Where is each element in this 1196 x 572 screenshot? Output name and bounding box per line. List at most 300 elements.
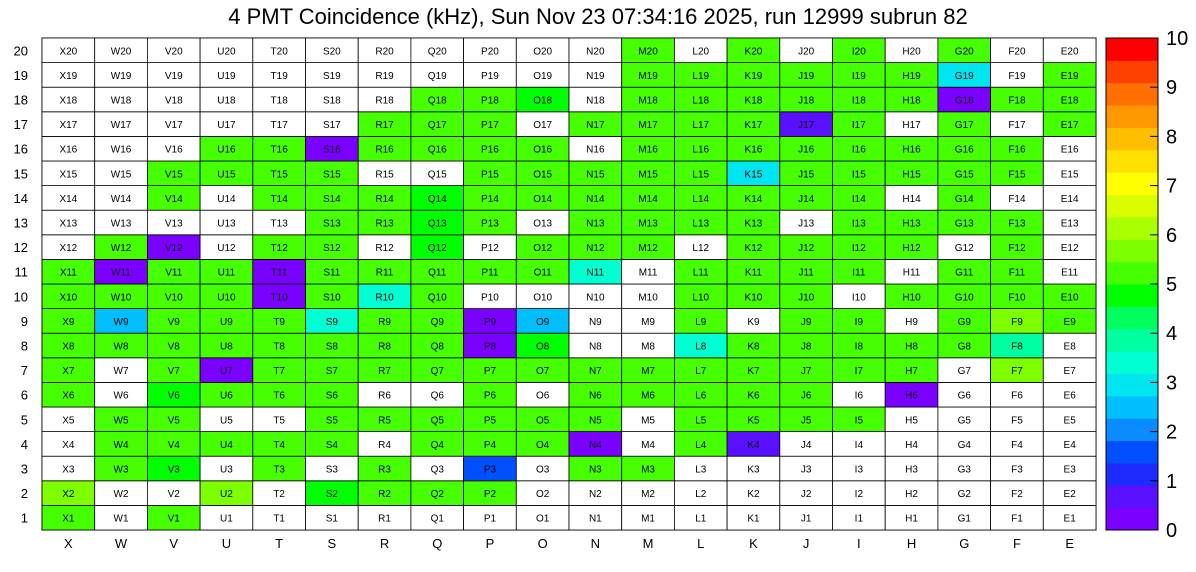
chart-title: 4 PMT Coincidence (kHz), Sun Nov 23 07:34:16 2025, run 12999 subrun 82 — [228, 4, 968, 29]
cell-label: M19 — [638, 70, 658, 82]
cell-label: G9 — [957, 316, 971, 328]
cell-label: T15 — [270, 169, 288, 181]
cell-label: V6 — [167, 390, 180, 402]
cell-label: P11 — [481, 267, 499, 279]
cell-label: J11 — [798, 267, 814, 279]
cell-label: J20 — [798, 46, 815, 58]
cell-label: V8 — [167, 341, 180, 353]
cell-label: K9 — [747, 316, 760, 328]
cell-label: F19 — [1008, 70, 1026, 82]
cell-label: I4 — [854, 439, 864, 451]
cell-label: W15 — [110, 169, 132, 181]
cell-label: K12 — [744, 243, 763, 255]
cell-label: H4 — [905, 439, 918, 451]
cell-label: U8 — [220, 341, 233, 353]
cell-label: U1 — [220, 513, 233, 525]
cell-label: X18 — [59, 95, 78, 107]
cell-label: U13 — [217, 218, 236, 230]
cell-label: S18 — [322, 95, 341, 107]
cell-label: G7 — [957, 366, 971, 378]
cell-label: R14 — [375, 193, 394, 205]
cell-label: V11 — [165, 267, 183, 279]
colorbar-tick-label: 6 — [1166, 224, 1178, 247]
cell-label: W19 — [110, 70, 132, 82]
colorbar-tick-label: 10 — [1166, 28, 1189, 50]
cell-label: E2 — [1063, 489, 1076, 501]
cell-label: F5 — [1011, 415, 1023, 427]
cell-label: R5 — [378, 415, 391, 427]
cell-label: W8 — [113, 341, 129, 353]
cell-label: P5 — [483, 415, 497, 427]
cell-label: H2 — [905, 489, 918, 501]
cell-label: E13 — [1060, 218, 1079, 230]
cell-label: K20 — [744, 46, 763, 58]
y-tick-label: 15 — [13, 166, 28, 182]
cell-label: O4 — [535, 439, 550, 451]
cell-label: R17 — [375, 120, 394, 132]
cell-label: N18 — [586, 95, 605, 107]
colorbar-swatch — [1106, 127, 1158, 150]
cell-label: N4 — [588, 439, 602, 451]
cell-label: X20 — [59, 46, 78, 58]
x-tick-label: J — [802, 536, 810, 551]
colorbar-swatch — [1106, 306, 1158, 329]
cell-label: F16 — [1008, 144, 1026, 156]
x-tick-label: T — [275, 536, 284, 551]
cell-label: M16 — [638, 144, 658, 156]
cell-label: H20 — [902, 46, 921, 58]
cell-label: S3 — [325, 464, 338, 476]
cell-label: I15 — [851, 169, 866, 181]
cell-label: P16 — [481, 144, 499, 156]
cell-label: S17 — [322, 120, 341, 132]
cell-label: W16 — [110, 144, 132, 156]
cell-label: E8 — [1063, 341, 1076, 353]
cell-label: S8 — [325, 341, 338, 353]
cell-label: U3 — [220, 464, 233, 476]
cell-label: X11 — [59, 267, 77, 279]
cell-label: R7 — [378, 366, 391, 378]
cell-label: I10 — [851, 292, 866, 304]
cell-label: R4 — [378, 439, 391, 451]
cell-label: R16 — [375, 144, 394, 156]
cell-label: P4 — [483, 439, 497, 451]
cell-label: G10 — [954, 292, 974, 304]
cell-label: X3 — [62, 464, 75, 476]
cell-label: M4 — [641, 439, 656, 451]
cell-label: K4 — [747, 439, 760, 451]
y-tick-label: 7 — [20, 363, 28, 379]
cell-label: O11 — [533, 267, 552, 279]
cell-label: H12 — [902, 243, 921, 255]
cell-label: X13 — [59, 218, 78, 230]
y-tick-label: 14 — [13, 190, 28, 206]
cell-label: M1 — [641, 513, 656, 525]
cell-label: W6 — [113, 390, 129, 402]
cell-label: T6 — [273, 390, 285, 402]
cell-label: W12 — [110, 243, 132, 255]
cell-label: G13 — [954, 218, 974, 230]
cell-label: W14 — [110, 193, 132, 205]
cell-label: K19 — [744, 70, 763, 82]
cell-label: O1 — [535, 513, 550, 525]
cell-label: N15 — [586, 169, 605, 181]
cell-label: N17 — [586, 120, 605, 132]
cell-label: H16 — [902, 144, 921, 156]
cell-label: G2 — [957, 489, 971, 501]
cell-label: E5 — [1063, 415, 1076, 427]
cell-label: V18 — [164, 95, 183, 107]
cell-label: P7 — [483, 366, 497, 378]
cell-label: H1 — [905, 513, 918, 525]
cell-label: J4 — [800, 439, 812, 451]
cell-label: L14 — [692, 193, 710, 205]
cell-label: O13 — [533, 218, 553, 230]
cell-label: P13 — [481, 218, 499, 230]
cell-label: L6 — [695, 390, 707, 402]
cell-label: I11 — [852, 267, 866, 279]
cell-label: V15 — [164, 169, 183, 181]
cell-label: V1 — [167, 513, 180, 525]
cell-label: V20 — [164, 46, 183, 58]
cell-label: W5 — [113, 415, 129, 427]
cell-label: P10 — [481, 292, 499, 304]
cell-label: X7 — [62, 366, 75, 378]
cell-label: I17 — [851, 120, 866, 132]
colorbar-tick-label: 5 — [1166, 274, 1178, 296]
cell-label: V17 — [164, 120, 183, 132]
cell-label: G12 — [954, 243, 974, 255]
y-tick-label: 16 — [13, 141, 28, 157]
cell-label: S14 — [322, 193, 341, 205]
cell-label: H8 — [905, 341, 918, 353]
cell-label: N11 — [586, 267, 605, 279]
cell-label: P1 — [483, 513, 497, 525]
cell-label: K15 — [744, 169, 763, 181]
cell-label: R8 — [378, 341, 391, 353]
x-tick-label: I — [857, 536, 861, 551]
cell-label: V2 — [167, 489, 180, 501]
cell-label: E11 — [1061, 267, 1079, 279]
cell-label: R9 — [378, 316, 391, 328]
cell-label: X1 — [62, 513, 75, 525]
x-tick-label: G — [959, 536, 970, 551]
cell-label: U20 — [217, 46, 236, 58]
x-tick-label: V — [169, 536, 179, 551]
cell-label: F11 — [1008, 267, 1026, 279]
cell-label: I7 — [854, 366, 864, 378]
cell-label: E14 — [1060, 193, 1079, 205]
cell-label: M6 — [641, 390, 656, 402]
cell-label: W7 — [113, 366, 129, 378]
cell-label: M17 — [638, 120, 658, 132]
cell-label: J14 — [798, 193, 815, 205]
colorbar-swatch — [1106, 373, 1158, 396]
cell-label: S19 — [322, 70, 341, 82]
x-tick-label: N — [590, 536, 601, 551]
cell-label: N13 — [586, 218, 605, 230]
cell-label: S4 — [325, 439, 338, 451]
y-tick-label: 18 — [13, 92, 28, 108]
cell-label: P6 — [483, 390, 497, 402]
cell-label: O18 — [533, 95, 553, 107]
cell-label: V3 — [167, 464, 180, 476]
cell-label: I14 — [851, 193, 866, 205]
cell-label: G6 — [957, 390, 971, 402]
cell-label: G11 — [955, 267, 974, 279]
cell-label: N14 — [586, 193, 605, 205]
cell-label: E12 — [1060, 243, 1079, 255]
cell-label: U2 — [220, 489, 233, 501]
cell-label: S13 — [322, 218, 341, 230]
cell-label: Q19 — [427, 70, 447, 82]
cell-label: M14 — [638, 193, 658, 205]
cell-label: H17 — [902, 120, 921, 132]
cell-label: I6 — [854, 390, 864, 402]
cell-label: J17 — [798, 120, 815, 132]
cell-label: H19 — [902, 70, 921, 82]
cell-label: F18 — [1008, 95, 1026, 107]
cell-label: V4 — [167, 439, 180, 451]
colorbar-tick-label: 7 — [1166, 175, 1178, 198]
cell-label: T10 — [270, 292, 288, 304]
colorbar-swatch — [1106, 284, 1158, 307]
cell-label: I20 — [851, 46, 866, 58]
cell-label: U18 — [217, 95, 236, 107]
cell-label: M10 — [638, 292, 658, 304]
cell-label: O14 — [533, 193, 553, 205]
cell-label: X12 — [59, 243, 78, 255]
cell-label: F15 — [1008, 169, 1026, 181]
cell-label: F14 — [1008, 193, 1026, 205]
cell-label: E16 — [1060, 144, 1079, 156]
cell-label: L7 — [695, 366, 707, 378]
cell-label: R13 — [375, 218, 394, 230]
cell-label: L10 — [692, 292, 710, 304]
x-tick-label: M — [642, 536, 654, 551]
cell-label: P14 — [481, 193, 499, 205]
cell-label: H18 — [902, 95, 921, 107]
cell-label: U15 — [217, 169, 236, 181]
colorbar-swatch — [1106, 172, 1158, 195]
x-tick-label: U — [221, 536, 232, 551]
cell-label: L11 — [692, 267, 709, 279]
cell-label: T19 — [270, 70, 288, 82]
colorbar-swatch — [1106, 60, 1158, 83]
cell-label: W11 — [111, 267, 131, 279]
cell-label: J13 — [798, 218, 815, 230]
cell-label: E18 — [1060, 95, 1079, 107]
cell-label: U4 — [220, 439, 233, 451]
x-tick-label: H — [906, 536, 917, 551]
cell-label: K3 — [747, 464, 760, 476]
colorbar-swatch — [1106, 83, 1158, 106]
cell-label: E10 — [1060, 292, 1079, 304]
colorbar-swatch — [1106, 463, 1158, 486]
cell-label: H10 — [902, 292, 921, 304]
cell-label: G18 — [954, 95, 974, 107]
cell-label: G5 — [957, 415, 971, 427]
cell-label: L12 — [692, 243, 710, 255]
cell-label: P2 — [483, 489, 497, 501]
cell-label: F4 — [1011, 439, 1023, 451]
cell-label: Q15 — [427, 169, 447, 181]
cell-label: W3 — [113, 464, 129, 476]
cell-label: O3 — [535, 464, 550, 476]
cell-label: M8 — [641, 341, 656, 353]
cell-label: R1 — [378, 513, 391, 525]
cell-label: T14 — [270, 193, 288, 205]
cell-label: J1 — [800, 513, 812, 525]
cell-label: T9 — [273, 316, 285, 328]
y-tick-label: 20 — [13, 43, 28, 59]
cell-label: M2 — [641, 489, 656, 501]
cell-label: Q10 — [427, 292, 447, 304]
cell-label: T3 — [273, 464, 285, 476]
cell-label: W1 — [113, 513, 129, 525]
cell-label: R15 — [375, 169, 394, 181]
cell-label: O9 — [535, 316, 550, 328]
y-tick-label: 13 — [13, 215, 28, 231]
cell-label: Q13 — [427, 218, 447, 230]
colorbar-tick-label: 3 — [1166, 372, 1178, 395]
cell-label: O6 — [535, 390, 550, 402]
cell-label: E15 — [1060, 169, 1079, 181]
cell-label: I12 — [851, 243, 866, 255]
cell-label: R12 — [375, 243, 394, 255]
cell-label: V13 — [164, 218, 183, 230]
cell-label: Q1 — [430, 513, 444, 525]
cell-label: K2 — [747, 489, 760, 501]
cell-label: F8 — [1011, 341, 1023, 353]
cell-label: P18 — [481, 95, 499, 107]
cell-label: P20 — [481, 46, 499, 58]
cell-label: K5 — [747, 415, 760, 427]
cell-label: Q7 — [430, 366, 444, 378]
cell-label: O7 — [535, 366, 550, 378]
cell-label: X5 — [62, 415, 75, 427]
cell-label: F6 — [1011, 390, 1023, 402]
cell-label: M13 — [638, 218, 658, 230]
cell-label: W9 — [113, 316, 129, 328]
cell-label: O5 — [535, 415, 550, 427]
cell-label: N20 — [586, 46, 605, 58]
cell-label: Q2 — [430, 489, 444, 501]
cell-label: J15 — [798, 169, 815, 181]
cell-label: I2 — [854, 489, 864, 501]
cell-label: G20 — [954, 46, 974, 58]
cell-label: U7 — [220, 366, 233, 378]
cell-label: L20 — [692, 46, 710, 58]
cell-label: N1 — [588, 513, 602, 525]
cell-label: G3 — [957, 464, 971, 476]
cell-label: U19 — [217, 70, 236, 82]
cell-label: U10 — [217, 292, 236, 304]
cell-label: K16 — [744, 144, 763, 156]
cell-label: O12 — [533, 243, 553, 255]
cell-label: U12 — [217, 243, 236, 255]
cell-label: F3 — [1011, 464, 1023, 476]
y-tick-label: 2 — [20, 486, 28, 502]
cell-label: S7 — [325, 366, 338, 378]
cell-label: S12 — [322, 243, 341, 255]
cell-label: P9 — [483, 316, 497, 328]
x-tick-label: R — [379, 536, 390, 551]
cell-label: W10 — [110, 292, 132, 304]
cell-label: H14 — [902, 193, 921, 205]
cell-label: R3 — [378, 464, 391, 476]
cell-label: W18 — [110, 95, 132, 107]
cell-label: K10 — [744, 292, 763, 304]
cell-label: U17 — [217, 120, 236, 132]
cell-label: S20 — [322, 46, 341, 58]
cell-label: M7 — [641, 366, 656, 378]
cell-label: R6 — [378, 390, 391, 402]
cell-label: Q5 — [430, 415, 444, 427]
colorbar-swatch — [1106, 217, 1158, 240]
cell-label: X14 — [59, 193, 78, 205]
cell-label: S1 — [325, 513, 338, 525]
cell-label: J16 — [798, 144, 815, 156]
colorbar-tick-label: 8 — [1166, 126, 1178, 149]
cell-label: J10 — [798, 292, 815, 304]
cell-label: V19 — [164, 70, 183, 82]
cell-label: J12 — [798, 243, 815, 255]
cell-label: V9 — [167, 316, 180, 328]
x-tick-label: X — [64, 536, 73, 551]
cell-label: L8 — [695, 341, 707, 353]
cell-label: T1 — [273, 513, 285, 525]
cell-label: T4 — [273, 439, 285, 451]
cell-label: X6 — [62, 390, 75, 402]
cell-label: N7 — [588, 366, 602, 378]
cell-label: U11 — [217, 267, 236, 279]
cell-label: T17 — [270, 120, 288, 132]
cell-label: P15 — [481, 169, 499, 181]
cell-label: K13 — [744, 218, 763, 230]
cell-label: R11 — [375, 267, 394, 279]
x-tick-label: K — [749, 536, 758, 551]
cell-label: T20 — [270, 46, 288, 58]
cell-label: N19 — [586, 70, 605, 82]
cell-label: Q14 — [427, 193, 447, 205]
cell-label: N9 — [588, 316, 602, 328]
cell-label: F2 — [1011, 489, 1023, 501]
cell-label: I19 — [851, 70, 866, 82]
cell-label: X10 — [59, 292, 78, 304]
cell-label: J18 — [798, 95, 815, 107]
cell-label: S16 — [322, 144, 341, 156]
cell-label: G16 — [954, 144, 974, 156]
cell-label: H6 — [905, 390, 918, 402]
cell-label: O19 — [533, 70, 553, 82]
cell-label: F13 — [1008, 218, 1026, 230]
x-tick-label: O — [537, 536, 548, 551]
cell-label: H13 — [902, 218, 921, 230]
cell-label: L5 — [695, 415, 707, 427]
cell-label: T2 — [273, 489, 285, 501]
cell-label: H11 — [902, 267, 921, 279]
colorbar-swatch — [1106, 329, 1158, 352]
cell-label: Q8 — [430, 341, 444, 353]
cell-label: O10 — [533, 292, 553, 304]
cell-label: M5 — [641, 415, 656, 427]
cell-label: Q11 — [428, 267, 447, 279]
cell-label: S9 — [325, 316, 338, 328]
cell-label: F20 — [1008, 46, 1026, 58]
cell-label: P3 — [483, 464, 497, 476]
cell-label: G17 — [954, 120, 974, 132]
